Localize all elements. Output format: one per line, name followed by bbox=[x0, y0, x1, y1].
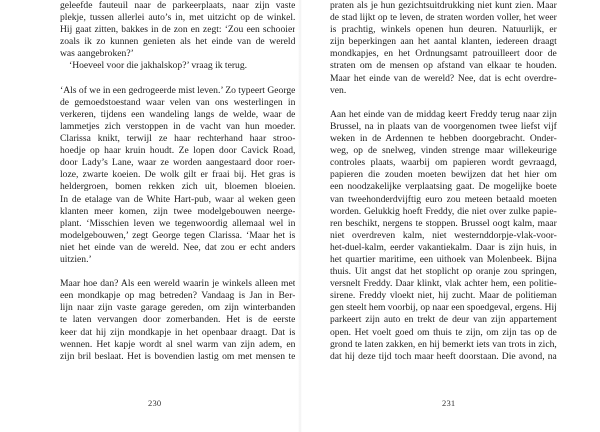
left-text-line: In de etalage van de White Hart-pub, waar al weken geen bbox=[60, 193, 296, 205]
left-text-line: plekje, tussen allerlei auto’s in, met uitzicht op de winkel. bbox=[60, 12, 296, 24]
right-text-line: gen steelt hem voorbij, op naar een spoedgeval, ergens. Hij bbox=[330, 302, 557, 314]
left-text-line: Clarissa knikt, terwijl ze haar rechterhand haar stroo- bbox=[60, 133, 296, 145]
left-text-line: een mondkapje op mag betreden? Vandaag is Jan in Ber- bbox=[60, 290, 296, 302]
left-text-line: lijn naar zijn vaste garage gereden, om zijn winterbanden bbox=[60, 302, 296, 314]
left-text-line: te laten vervangen door zomerbanden. Het is de eerste bbox=[60, 314, 296, 326]
left-text-line: zijn bril beslaat. Het is bovendien lastig om met mensen te bbox=[60, 350, 296, 362]
left-text-line: door Lady’s Lane, waar ze worden aangestaard door roer- bbox=[60, 157, 296, 169]
right-text-line: niet overdreven kalm, niet westernddorpje-vlak-voor- bbox=[330, 229, 557, 241]
right-text-line: Brussel, na in plaats van de voorgenomen twee liefst vijf bbox=[330, 120, 557, 132]
right-text-line: papieren die zouden moeten bewijzen dat het hier om bbox=[330, 169, 557, 181]
left-text-line: heldergroen, bomen rekken zich uit, bloemen bloeien. bbox=[60, 181, 296, 193]
left-text-line: Maar hoe dan? Als een wereld waarin je winkels alleen met bbox=[60, 278, 296, 290]
paragraph-gap bbox=[60, 73, 295, 85]
paragraph-gap bbox=[330, 97, 557, 109]
right-text-line: worden. Gelukkig hoeft Freddy, die niet over zulke papie- bbox=[330, 205, 557, 217]
right-text-line: mondkapjes, en het Ordnungsamt patrouilleert door de bbox=[330, 48, 557, 60]
right-text-line: praten als je hun gezichtsuitdrukking niet kunt zien. Maar bbox=[330, 0, 557, 11]
right-text-line: weken in de Ardennen te hebben doorgebracht. Onder- bbox=[330, 133, 557, 145]
left-text-line: hoedje op haar kruin houdt. Ze lopen door Cavick Road, bbox=[60, 145, 296, 157]
left-text-line: wennen. Het kapje wordt al snel warm van zijn adem, en bbox=[60, 338, 296, 350]
right-text-line: Aan het einde van de middag keert Freddy terug naar zijn bbox=[330, 108, 557, 120]
book-gutter bbox=[298, 0, 302, 432]
right-text-line: Maar het einde van de wereld? Nee, dat is echt overdre- bbox=[330, 72, 557, 84]
left-text-line: geleefde fauteuil naar de parkeerplaats, naar zijn vaste bbox=[60, 0, 296, 11]
left-text-line: keer dat hij zijn mondkapje in het openbaar draagt. Dat is bbox=[60, 326, 296, 338]
right-page-text bbox=[330, 0, 557, 363]
right-text-line: dat hij deze tijd toch maar heeft doorstaan. Die avond, na bbox=[330, 350, 557, 362]
right-text-line: open. Het voelt goed om thuis te zijn, om zijn tas op de bbox=[330, 326, 557, 338]
left-text-line: Hij gaat zitten, bakkes in de zon en zegt: ‘Zou een schooier bbox=[60, 24, 296, 36]
left-text-line: modelgebouwen,’ zegt George tegen Clarissa. ‘Maar het is bbox=[60, 229, 296, 241]
left-text-line: klanten meer komen, zijn twee modelgebouwen neerge- bbox=[60, 205, 296, 217]
left-text-line: was aangebroken?’ bbox=[60, 48, 134, 60]
left-text-line: zoals ik zo kunnen genieten als het einde van de wereld bbox=[60, 36, 296, 48]
left-text-line: uitzien.’ bbox=[60, 253, 92, 265]
right-text-line: een noodzakelijke verplaatsing gaat. De mogelijke boete bbox=[330, 181, 557, 193]
right-text-line: straten om de mensen op afstand van elkaar te houden. bbox=[330, 60, 557, 72]
right-text-line: zijn beperkingen aan het aantal klanten, iedereen draagt bbox=[330, 36, 557, 48]
left-text-line: niet het einde van de wereld. Nee, dat zou er echt anders bbox=[60, 241, 296, 253]
left-text-line: verkeren, tijdens een wandeling langs de welde, waar de bbox=[60, 108, 296, 120]
left-text-line: ‘Hoeveel voor die jakhalskop?’ vraag ik terug. bbox=[69, 60, 248, 72]
left-page-text bbox=[60, 0, 295, 363]
right-text-line: thuis. Uit angst dat het stoplicht op oranje zou springen, bbox=[330, 266, 557, 278]
left-text-line: plant. ‘Misschien leven we tegenwoordig allemaal wel in bbox=[60, 217, 296, 229]
right-text-line: van tweehonderdvijftig euro zou meteen betaald moeten bbox=[330, 193, 557, 205]
left-text-line: lammetjes zich verstoppen in de vacht van hun moeder. bbox=[60, 120, 296, 132]
right-text-line: parkeert zijn auto en trekt de deur van zijn appartement bbox=[330, 314, 557, 326]
right-text-line: de stad lijkt op te leven, de straten worden voller, het weer bbox=[330, 12, 557, 24]
right-text-line: ven. bbox=[330, 84, 347, 96]
left-text-line: de gemoedstoestand waar velen van ons westerlingen in bbox=[60, 96, 296, 108]
right-text-line: grond te laten zakken, en hij bemerkt iets van trots in zich, bbox=[330, 338, 557, 350]
page-number-left: 230 bbox=[148, 398, 162, 408]
page-number-right: 231 bbox=[442, 398, 456, 408]
right-text-line: weg, op de snelweg, vinden strenge maar willekeurige bbox=[330, 145, 557, 157]
right-text-line: versnelt Freddy. Daar klinkt, vlak achter hem, een politie- bbox=[330, 278, 557, 290]
right-text-line: ren beschikt, nergens te stoppen. Brussel oogt kalm, maar bbox=[330, 217, 557, 229]
left-text-line: ‘Als of we in een gedrogeerde mist leven.’ Zo typeert George bbox=[60, 84, 296, 96]
right-text-line: is prachtig, winkels openen hun deuren. Natuurlijk, er bbox=[330, 24, 557, 36]
paragraph-gap bbox=[60, 266, 295, 278]
right-text-line: het quartier maritime, een uithoek van Molenbeek. Bijna bbox=[330, 253, 557, 265]
right-text-line: sirene. Freddy vloekt niet, hij zucht. Maar de politieman bbox=[330, 290, 557, 302]
right-text-line: controles plaats, waarbij om papieren wordt gevraagd, bbox=[330, 157, 557, 169]
left-text-line: loze, zwarte koeien. De wolk gilt er fraai bij. Het gras is bbox=[60, 169, 296, 181]
right-text-line: het-duel-kalm, eerder vakantiekalm. Daar is zijn huis, in bbox=[330, 241, 557, 253]
